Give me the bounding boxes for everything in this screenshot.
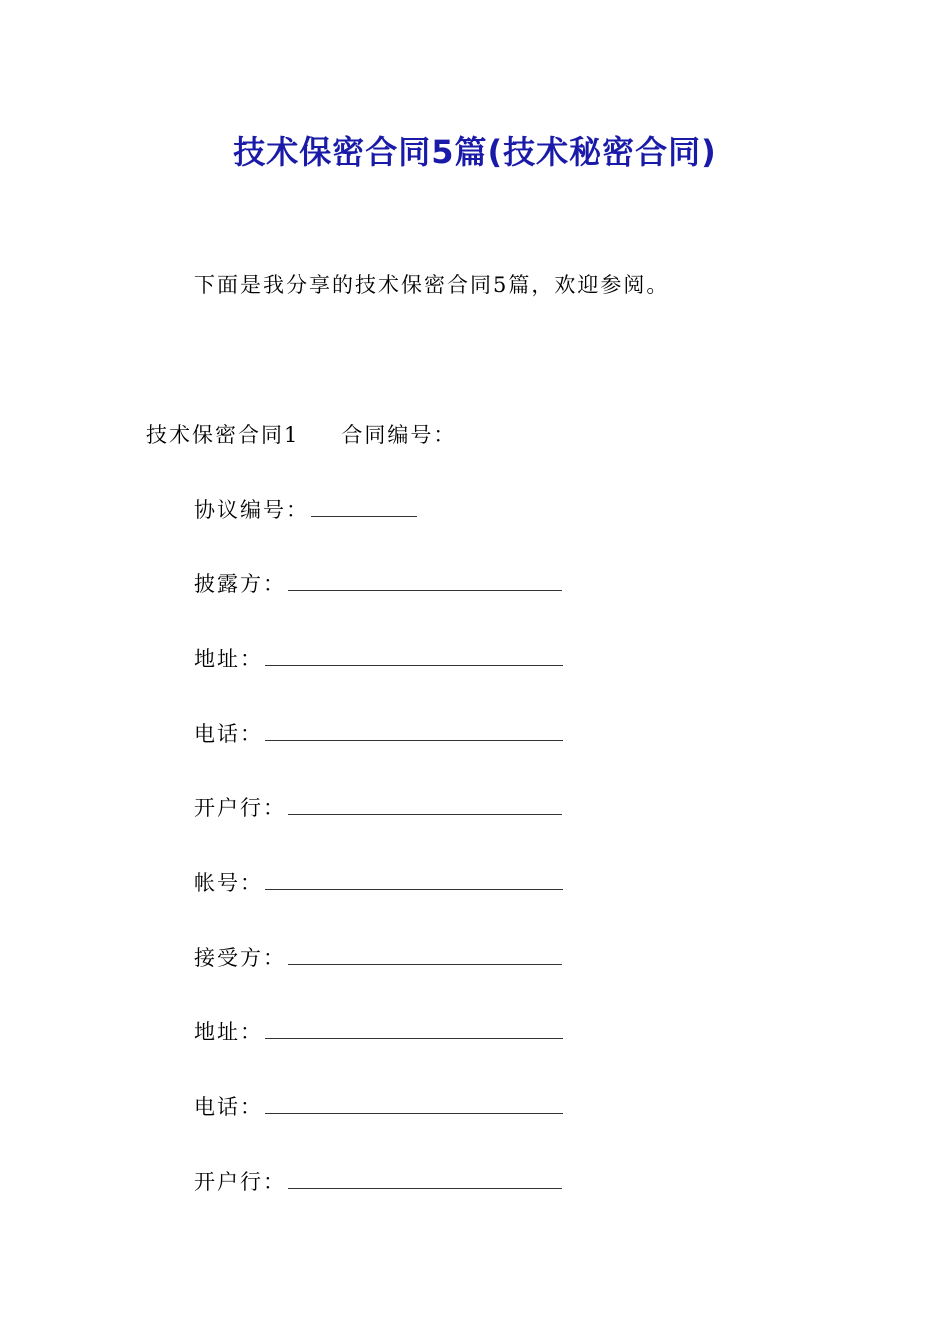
field-label: 地址：	[194, 1020, 263, 1044]
field-bank	[194, 793, 562, 823]
field-label: 电话：	[194, 1095, 263, 1119]
field-label: 接受方：	[194, 946, 286, 970]
document-title: 技术保密合同5篇(技术秘密合同)	[233, 133, 717, 171]
blank-line	[265, 869, 563, 890]
field-bank-2	[194, 1167, 562, 1197]
field-phone-2	[194, 1092, 563, 1122]
field-phone	[194, 719, 563, 749]
field-label: 协议编号：	[194, 498, 309, 522]
field-account	[194, 868, 563, 898]
contract-number-label: 合同编号：	[341, 423, 457, 447]
field-address	[194, 644, 563, 674]
field-label: 开户行：	[194, 796, 286, 820]
field-label: 帐号：	[194, 871, 263, 895]
blank-line	[288, 794, 562, 815]
field-label: 开户行：	[194, 1170, 286, 1194]
section-heading	[146, 420, 456, 450]
field-label: 披露方：	[194, 572, 286, 596]
section-title: 技术保密合同1	[146, 423, 300, 447]
blank-line	[288, 570, 562, 591]
field-agreement-number	[194, 495, 417, 525]
blank-line	[265, 645, 563, 666]
intro-paragraph: 下面是我分享的技术保密合同5篇，欢迎参阅。	[194, 273, 670, 297]
blank-line	[311, 496, 417, 517]
blank-line	[265, 1093, 563, 1114]
field-receiving-party	[194, 943, 562, 973]
field-disclosing-party	[194, 569, 562, 599]
blank-line	[288, 1168, 562, 1189]
blank-line	[265, 1018, 563, 1039]
field-label: 电话：	[194, 722, 263, 746]
field-address-2	[194, 1017, 563, 1047]
blank-line	[288, 944, 562, 965]
blank-line	[265, 720, 563, 741]
field-label: 地址：	[194, 647, 263, 671]
